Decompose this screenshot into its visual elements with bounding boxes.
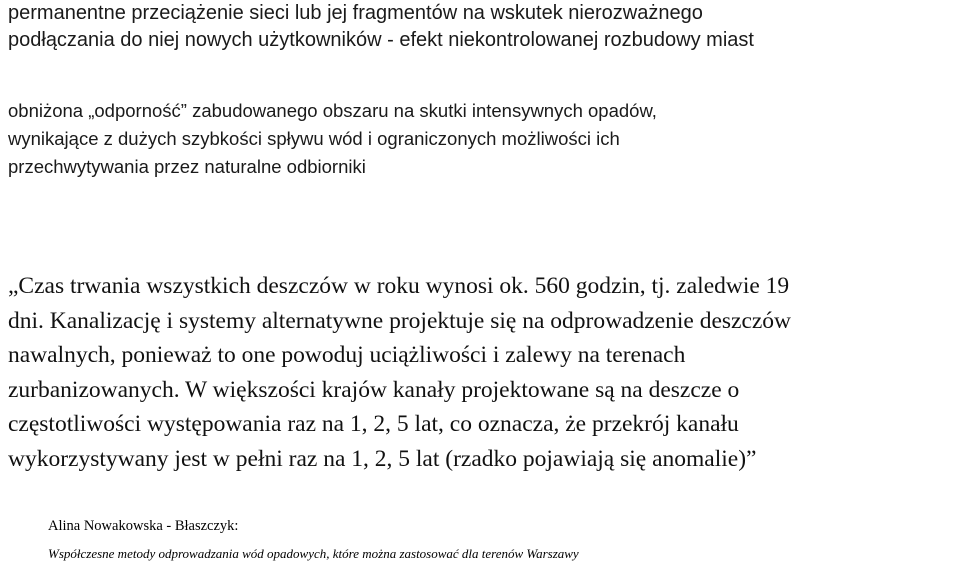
quote-line: „Czas trwania wszystkich deszczów w roku wynosi ok. 560 godzin, tj. zaledwie 19: [8, 273, 790, 299]
paragraph-reduced-resistance: [8, 97, 657, 181]
paragraph-network-overload: [8, 0, 754, 54]
quote-line: wykorzystywany jest w pełni raz na 1, 2, 5 lat (rzadko pojawiają się anomalie)”: [8, 445, 757, 472]
quote-line: zurbanizowanych. W większości krajów kanały projektowane są na deszcze o: [8, 376, 740, 403]
citation-author: Alina Nowakowska - Błaszczyk:: [48, 518, 239, 534]
quote-line: częstotliwości występowania raz na 1, 2, 5 lat, co oznacza, że przekrój kanału: [8, 411, 739, 437]
text-line: przechwytywania przez naturalne odbiorniki: [8, 156, 366, 177]
text-line: wynikające z dużych szybkości spływu wód i ograniczonych możliwości ich: [8, 128, 620, 149]
text-line: podłączania do niej nowych użytkowników - efekt niekontrolowanej rozbudowy miast: [8, 29, 754, 51]
quote-line: dni. Kanalizację i systemy alternatywne projektuje się na odprowadzenie deszczów: [8, 307, 792, 334]
quote-block: [8, 269, 791, 476]
citation-source: Współczesne metody odprowadzania wód opadowych, które można zastosować dla terenów Warszawy: [48, 546, 579, 561]
quote-line: nawalnych, ponieważ to one powoduj uciążliwości i zalewy na terenach: [8, 342, 686, 368]
text-line: permanentne przeciążenie sieci lub jej fragmentów na wskutek nierozważnego: [8, 2, 703, 24]
text-line: obniżona „odporność” zabudowanego obszaru na skutki intensywnych opadów,: [8, 100, 657, 121]
